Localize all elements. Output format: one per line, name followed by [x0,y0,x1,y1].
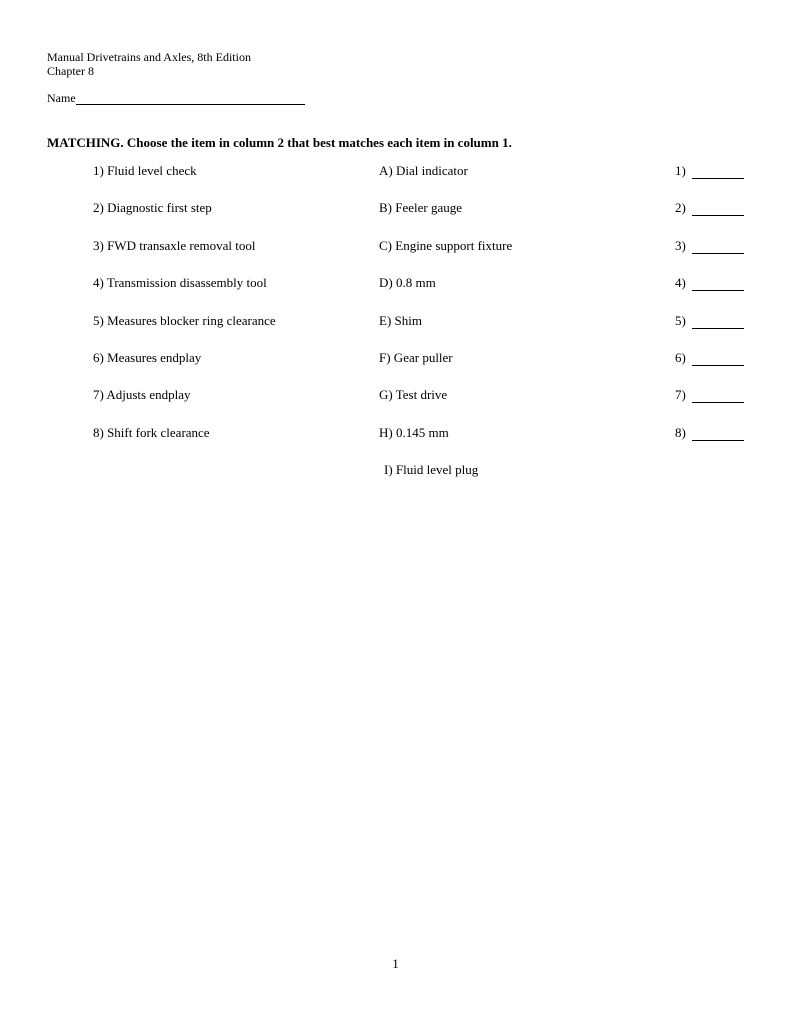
matching-row [0,275,791,291]
matching-row [0,200,791,216]
column2-item: B) Feeler gauge [379,200,463,215]
answer-number: 8) [675,425,686,440]
matching-row [0,350,791,366]
column2-item: A) Dial indicator [379,163,468,178]
answer-field [675,275,744,291]
matching-row [0,313,791,329]
matching-row [0,425,791,441]
matching-row [0,163,791,179]
name-label: Name [47,91,76,105]
answer-blank-line[interactable] [692,164,744,179]
answer-number: 3) [675,238,686,253]
answer-blank-line[interactable] [692,314,744,329]
name-blank-line[interactable] [76,92,305,105]
answer-field [675,163,744,179]
column2-item: F) Gear puller [379,350,453,365]
column2-item: C) Engine support fixture [379,238,513,253]
extra-option-row [0,462,791,478]
column1-item: 3) FWD transaxle removal tool [93,238,256,253]
chapter-label: Chapter 8 [47,64,94,78]
answer-number: 7) [675,387,686,402]
answer-number: 1) [675,163,686,178]
answer-blank-line[interactable] [692,276,744,291]
column2-item: E) Shim [379,313,422,328]
answer-field [675,387,744,403]
answer-field [675,350,744,366]
name-field-row [47,91,305,105]
answer-blank-line[interactable] [692,351,744,366]
column1-item: 4) Transmission disassembly tool [93,275,267,290]
answer-field [675,313,744,329]
matching-row [0,387,791,403]
page-number: 1 [392,956,399,971]
answer-number: 4) [675,275,686,290]
column1-item: 2) Diagnostic first step [93,200,212,215]
column1-item: 6) Measures endplay [93,350,202,365]
answer-field [675,200,744,216]
column2-item: H) 0.145 mm [379,425,449,440]
column2-item: D) 0.8 mm [379,275,436,290]
answer-number: 5) [675,313,686,328]
answer-blank-line[interactable] [692,388,744,403]
answer-blank-line[interactable] [692,426,744,441]
column1-item: 7) Adjusts endplay [93,387,191,402]
column1-item: 1) Fluid level check [93,163,197,178]
column1-item: 8) Shift fork clearance [93,425,210,440]
answer-blank-line[interactable] [692,201,744,216]
book-title: Manual Drivetrains and Axles, 8th Edition [47,50,251,64]
matching-row [0,238,791,254]
answer-number: 2) [675,200,686,215]
column2-item: G) Test drive [379,387,448,402]
column2-item: I) Fluid level plug [384,462,479,477]
column1-item: 5) Measures blocker ring clearance [93,313,276,328]
answer-number: 6) [675,350,686,365]
answer-field [675,238,744,254]
answer-blank-line[interactable] [692,239,744,254]
matching-instructions: MATCHING. Choose the item in column 2 that best matches each item in column 1. [47,135,512,150]
answer-field [675,425,744,441]
